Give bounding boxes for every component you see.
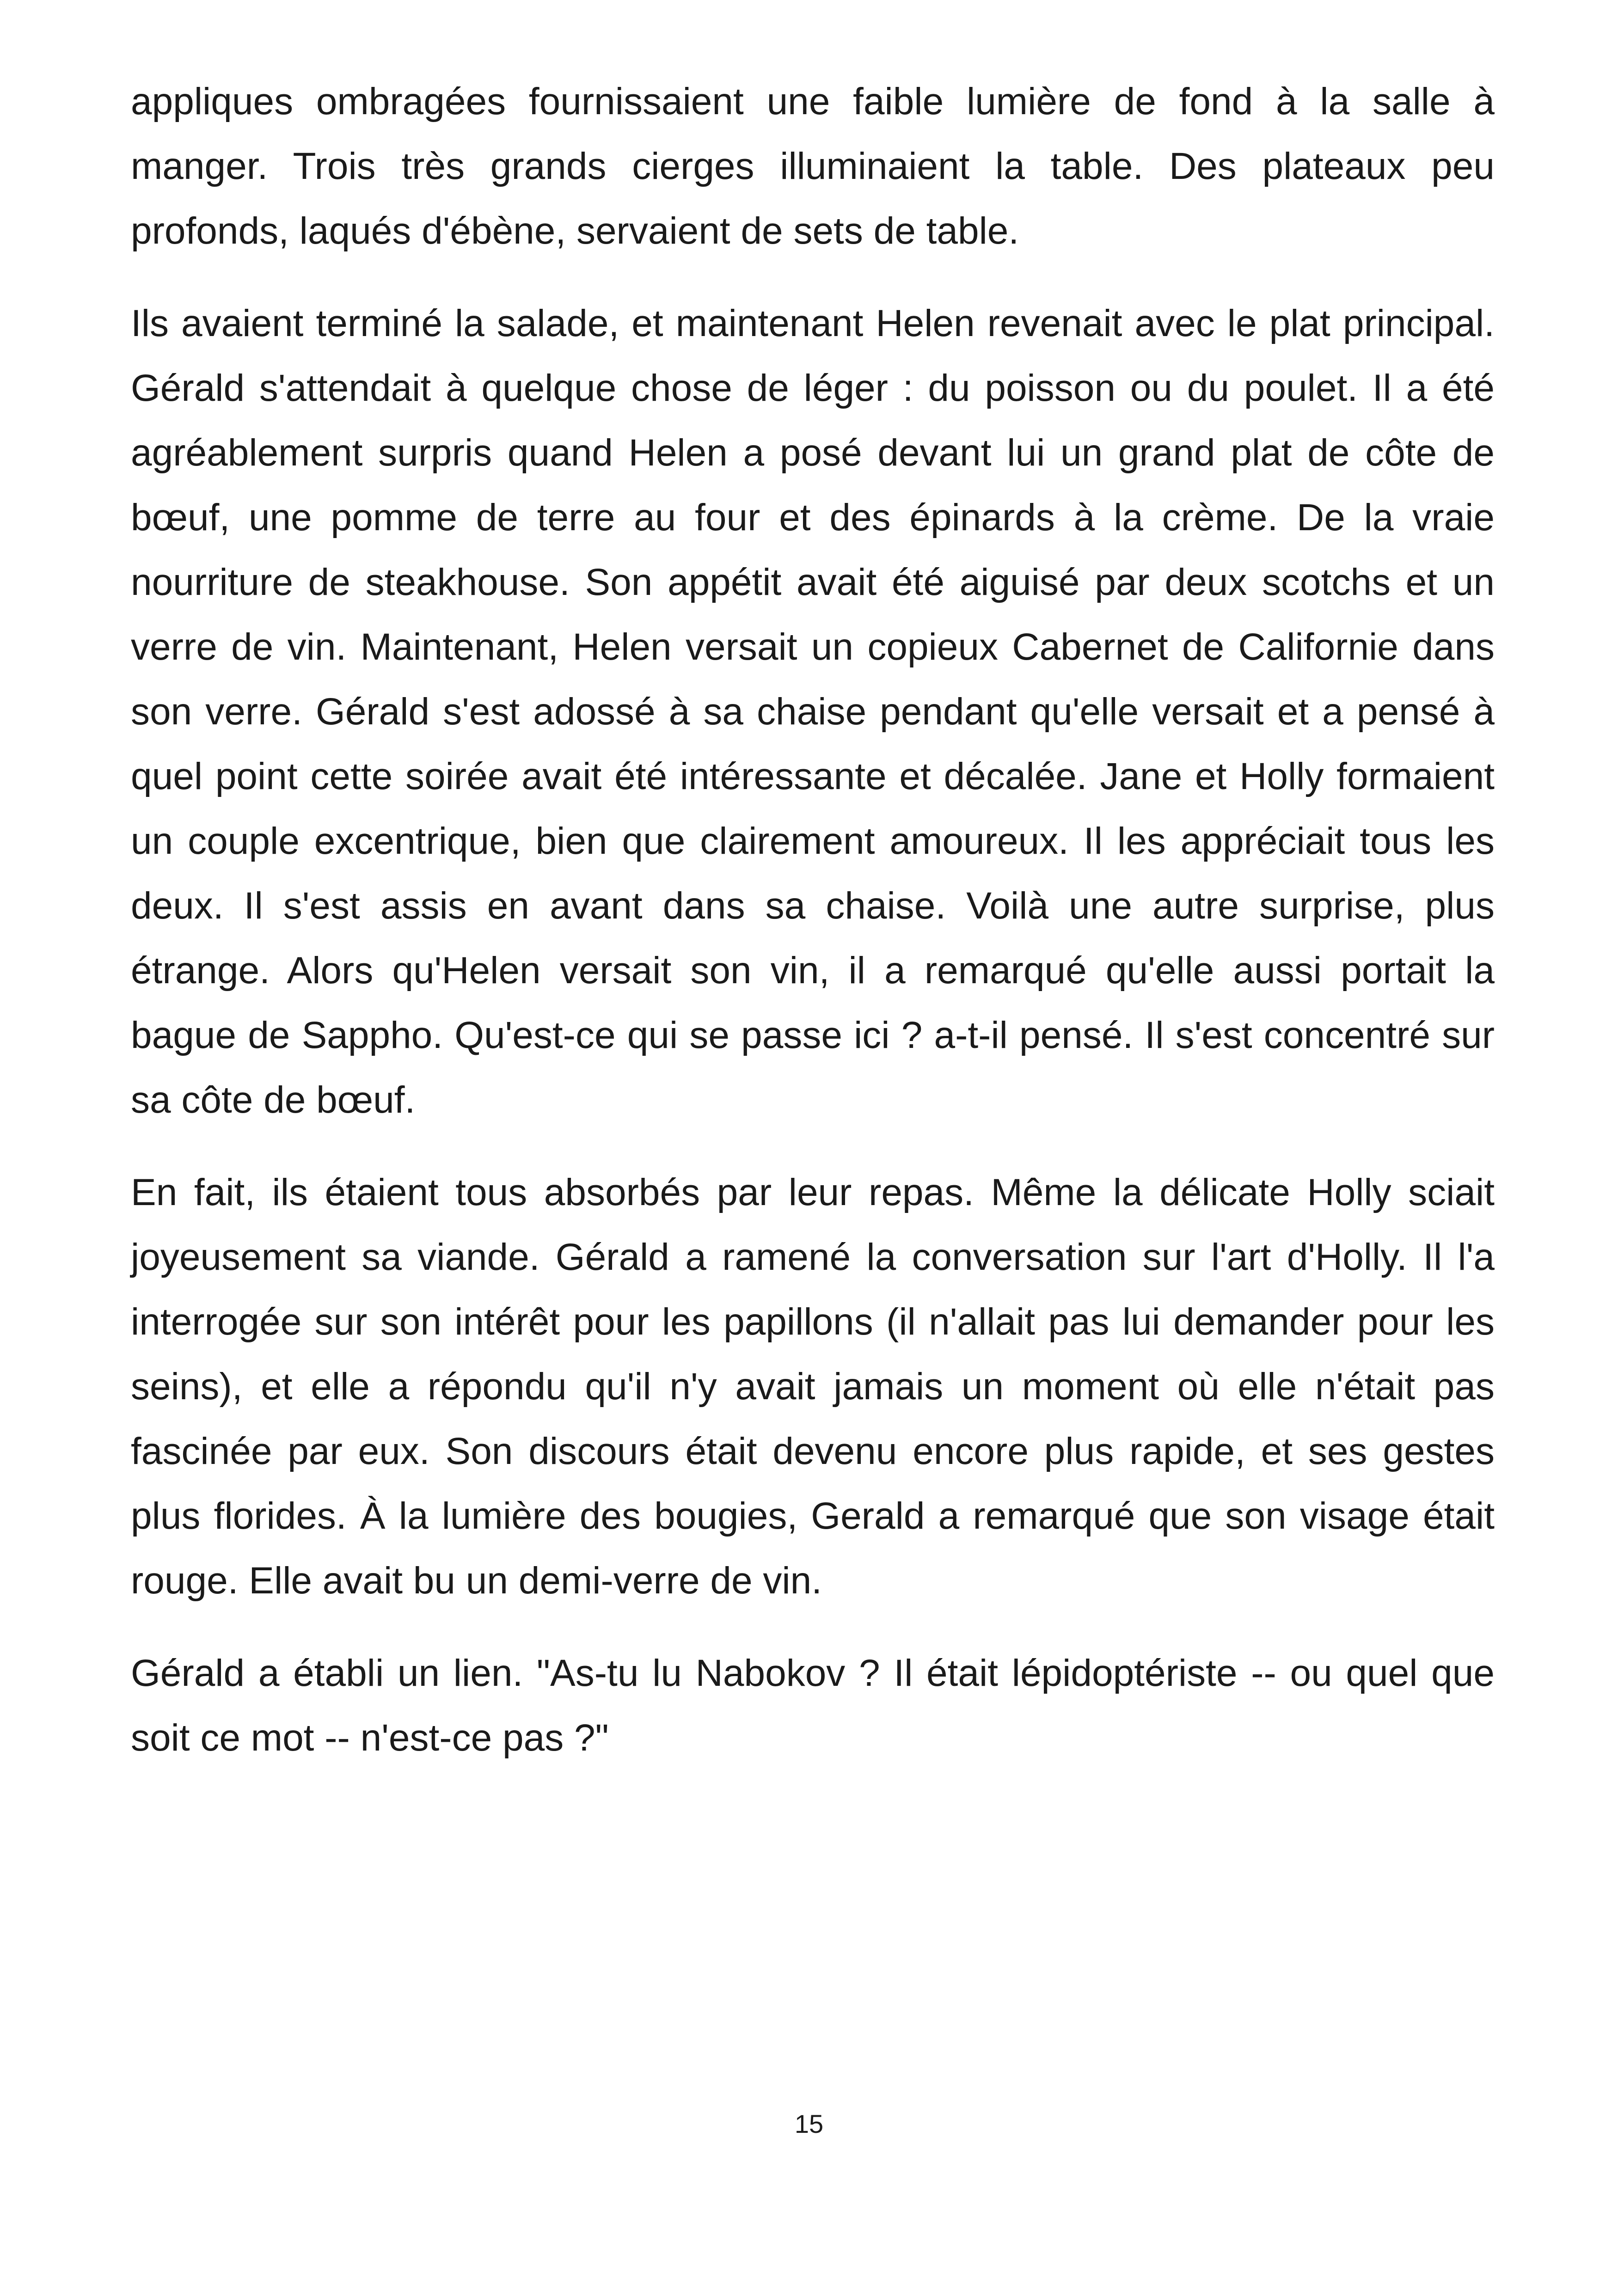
paragraph-2: Ils avaient terminé la salade, et maintenant Helen revenait avec le plat principal. Gérald s'attendait à quelque chose de léger : du poisson ou du poulet. Il a été agréablement surpris quand Helen a posé devant lui un grand plat de côte de bœuf, une pomme de terre au four et des épinards à la crème. De la vraie nourriture de steakhouse. Son appétit avait été aiguisé par deux scotchs et un verre de vin. Maintenant, Helen versait un copieux Cabernet de Californie dans son verre. Gérald s'est adossé à sa chaise pendant qu'elle versait et a pensé à quel point cette soirée avait été intéressante et décalée. Jane et Holly formaient un couple excentrique, bien que clairement amoureux. Il les appréciait tous les deux. Il s'est assis en avant dans sa chaise. Voilà une autre surprise, plus étrange. Alors qu'Helen versait son vin, il a remarqué qu'elle aussi portait la bague de Sappho. Qu'est-ce qui se passe ici ? a-t-il pensé. Il s'est concentré sur sa côte de bœuf. <box>131 302 1495 1121</box>
paragraph-4: Gérald a établi un lien. "As-tu lu Nabokov ? Il était lépidoptériste -- ou quel que soit ce mot -- n'est-ce pas ?" <box>131 1652 1495 1759</box>
page-number: 15 <box>794 2109 824 2138</box>
paragraph-1: appliques ombragées fournissaient une faible lumière de fond à la salle à manger. Trois très grands cierges illuminaient la table. Des plateaux peu profonds, laqués d'ébène, servaient de sets de table. <box>131 80 1495 252</box>
body-text <box>131 69 1495 1798</box>
paragraph-3: En fait, ils étaient tous absorbés par leur repas. Même la délicate Holly sciait joyeusement sa viande. Gérald a ramené la conversation sur l'art d'Holly. Il l'a interrogée sur son intérêt pour les papillons (il n'allait pas lui demander pour les seins), et elle a répondu qu'il n'y avait jamais un moment où elle n'était pas fascinée par eux. Son discours était devenu encore plus rapide, et ses gestes plus florides. À la lumière des bougies, Gerald a remarqué que son visage était rouge. Elle avait bu un demi-verre de vin. <box>131 1171 1495 1602</box>
